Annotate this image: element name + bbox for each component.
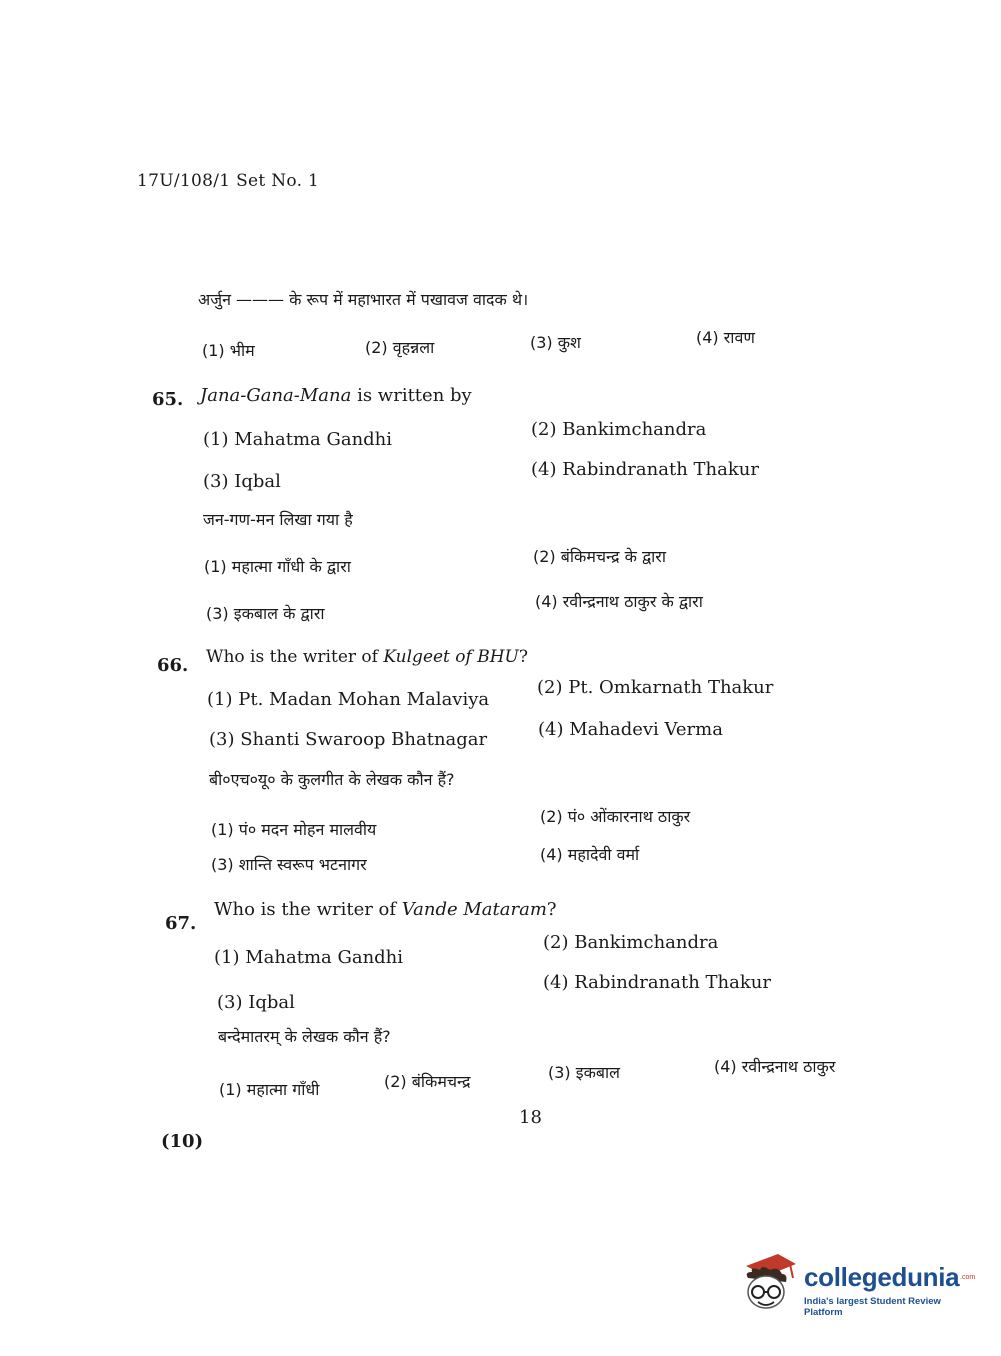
q67-hindi-option-1: (1) महात्मा गाँधी [219,1080,320,1099]
q66-option-4: (4) Mahadevi Verma [538,719,723,740]
q67-option-3: (3) Iqbal [217,992,295,1013]
q65-hindi-option-3: (3) इकबाल के द्वारा [206,604,325,623]
set-label: 17U/108/1 Set No. 1 [137,171,320,191]
q67-question-end: ? [546,899,557,920]
q66-hindi-option-1: (1) पं० मदन मोहन मालवीय [211,820,377,839]
logo-tagline: India's largest Student Review Platform [804,1296,941,1318]
q66-hindi-option-2: (2) पं० ओंकारनाथ ठाकुर [540,807,691,826]
q65-question [200,385,472,406]
q67-hindi-option-2: (2) बंकिमचन्द्र [384,1072,471,1091]
q67-option-1: (1) Mahatma Gandhi [214,947,404,968]
logo-dotcom: .com [960,1274,976,1281]
q65-option-4: (4) Rabindranath Thakur [531,459,759,480]
q66-option-2: (2) Pt. Omkarnath Thakur [537,677,774,698]
q67-number: 67. [165,913,197,934]
q64-hindi-option-2: (2) वृहन्नला [365,338,435,357]
q66-hindi-option-3: (3) शान्ति स्वरूप भटनागर [211,855,367,874]
q66-question [206,647,528,667]
page-number: 18 [519,1107,542,1128]
q66-hindi-question: बी०एच०यू० के कुलगीत के लेखक कौन हैं? [209,770,455,789]
q66-hindi-option-4: (4) महादेवी वर्मा [540,845,640,864]
q65-hindi-option-1: (1) महात्मा गाँधी के द्वारा [204,557,351,576]
q67-option-4: (4) Rabindranath Thakur [543,972,771,993]
q65-option-1: (1) Mahatma Gandhi [203,429,393,450]
q64-hindi-option-1: (1) भीम [202,341,255,360]
q65-option-2: (2) Bankimchandra [531,419,707,440]
q65-option-3: (3) Iqbal [203,471,281,492]
page-marker: (10) [161,1131,204,1152]
q67-option-2: (2) Bankimchandra [543,932,719,953]
q64-hindi-option-3: (3) कुश [530,333,581,352]
q64-hindi-question: अर्जुन ——— के रूप में महाभारत में पखावज वादक थे। [198,290,529,309]
q66-question-title: Kulgeet of BHU [383,647,519,667]
q65-hindi-option-2: (2) बंकिमचन्द्र के द्वारा [533,547,666,566]
q66-number: 66. [157,655,189,676]
q66-option-1: (1) Pt. Madan Mohan Malaviya [207,689,490,710]
q66-option-3: (3) Shanti Swaroop Bhatnagar [209,729,488,750]
q65-number: 65. [152,389,184,410]
q67-hindi-question: बन्देमातरम् के लेखक कौन हैं? [218,1027,391,1046]
q65-hindi-option-4: (4) रवीन्द्रनाथ ठाकुर के द्वारा [535,592,703,611]
q67-question-title: Vande Mataram [401,899,547,920]
mascot-icon [738,1248,798,1318]
q66-question-start: Who is the writer of [206,647,378,667]
q64-hindi-option-4: (4) रावण [696,328,755,347]
q65-question-rest: is written by [357,385,472,406]
q65-hindi-question: जन-गण-मन लिखा गया है [203,510,353,529]
q67-hindi-option-3: (3) इकबाल [548,1063,621,1082]
logo-brand-text: collegedunia [804,1262,960,1292]
q65-question-title: Jana-Gana-Mana [200,385,352,406]
q67-question-start: Who is the writer of [214,899,397,920]
q66-question-end: ? [518,647,528,667]
q67-question [214,899,557,920]
collegedunia-logo [738,1248,976,1322]
q67-hindi-option-4: (4) रवीन्द्रनाथ ठाकुर [714,1057,836,1076]
